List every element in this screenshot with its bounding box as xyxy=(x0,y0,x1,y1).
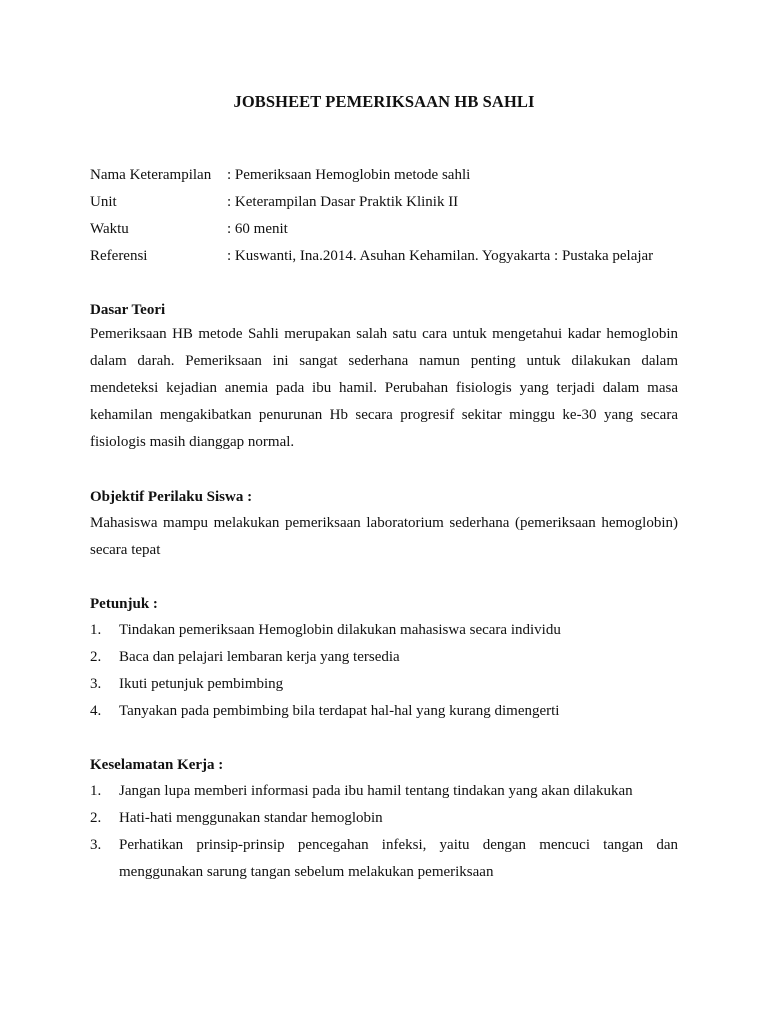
list-item-text: Ikuti petunjuk pembimbing xyxy=(119,676,284,692)
list-item-text: Jangan lupa memberi informasi pada ibu hamil tentang tindakan yang akan dilakukan xyxy=(119,783,633,799)
list-item xyxy=(90,671,678,698)
list-item xyxy=(90,778,678,805)
info-row-waktu xyxy=(90,219,678,239)
list-number: 2. xyxy=(90,649,102,665)
list-item xyxy=(90,832,678,886)
list-item-text: Tanyakan pada pembimbing bila terdapat hal-hal yang kurang dimengerti xyxy=(119,703,560,719)
dasar-teori-heading: Dasar Teori xyxy=(90,302,166,318)
list-item-text: Baca dan pelajari lembaran kerja yang tersedia xyxy=(119,649,400,665)
info-value: : Pemeriksaan Hemoglobin metode sahli xyxy=(227,167,471,183)
list-number: 2. xyxy=(90,810,102,826)
list-item xyxy=(90,698,678,725)
list-number: 4. xyxy=(90,703,102,719)
list-item xyxy=(90,644,678,671)
list-item xyxy=(90,805,678,832)
info-value: : Kuswanti, Ina.2014. Asuhan Kehamilan. Yogyakarta : Pustaka pelajar xyxy=(227,248,654,264)
document-page xyxy=(90,0,678,1024)
keselamatan-list xyxy=(90,778,678,886)
list-item-text: Hati-hati menggunakan standar hemoglobin xyxy=(119,810,383,826)
info-value: : 60 menit xyxy=(227,221,288,237)
info-value: : Keterampilan Dasar Praktik Klinik II xyxy=(227,194,459,210)
info-label: Waktu xyxy=(90,221,129,237)
list-item xyxy=(90,617,678,644)
info-label: Nama Keterampilan xyxy=(90,167,212,183)
list-number: 1. xyxy=(90,622,102,638)
list-number: 3. xyxy=(90,837,102,853)
list-item-text: Perhatikan prinsip-prinsip pencegahan infeksi, yaitu dengan mencuci tangan dan menggunakan sarung tangan sebelum melakukan pemeriksaan xyxy=(119,837,678,880)
info-row-nama-keterampilan xyxy=(90,165,678,185)
keselamatan-heading: Keselamatan Kerja : xyxy=(90,757,224,773)
info-row-referensi xyxy=(90,246,678,266)
objektif-heading: Objektif Perilaku Siswa : xyxy=(90,489,253,505)
list-number: 3. xyxy=(90,676,102,692)
dasar-teori-paragraph: Pemeriksaan HB metode Sahli merupakan salah satu cara untuk mengetahui kadar hemoglobin dalam darah. Pemeriksaan ini sangat sederhana namun penting untuk dilakukan dalam mendeteksi kejadian anemia pada ibu hamil. Perubahan fisiologis yang terjadi dalam masa kehamilan mengakibatkan penurunan Hb secara progresif sekitar minggu ke-30 yang secara fisiologis masih dianggap normal. xyxy=(90,326,678,450)
petunjuk-list xyxy=(90,617,678,725)
list-item-text: Tindakan pemeriksaan Hemoglobin dilakukan mahasiswa secara individu xyxy=(119,622,561,638)
list-number: 1. xyxy=(90,783,102,799)
document-title: JOBSHEET PEMERIKSAAN HB SAHLI xyxy=(233,92,535,111)
petunjuk-heading: Petunjuk : xyxy=(90,596,158,612)
info-label: Unit xyxy=(90,194,117,210)
info-label: Referensi xyxy=(90,248,148,264)
info-row-unit xyxy=(90,192,678,212)
objektif-paragraph: Mahasiswa mampu melakukan pemeriksaan laboratorium sederhana (pemeriksaan hemoglobin) secara tepat xyxy=(90,515,678,558)
